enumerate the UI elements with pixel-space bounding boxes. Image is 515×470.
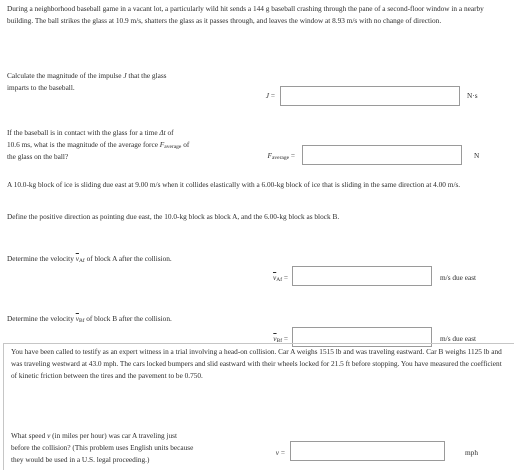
problem3-intro: You have been called to testify as an expert witness in a trial involving a head-on collision. Car A weighs 1515 lb and was traveling eastward. Car B weighs 1125 lb and was traveling westward at 43.0 mph. The cars locked bumpers and slid eastward with their wheels locked for 21.5 ft before stopping. You have measured the coefficient of kinetic friction between the tires and the pavement to be 0.750. [11,347,502,380]
velocity-a-label: $\overline{v}_{Af}$ = [272,273,288,283]
velocity-a-question: Determine the velocity $\overline{v}_{Af}$ of block A after the collision. [7,254,172,264]
impulse-unit: N·s [467,91,478,100]
speed-question: What speed v (in miles per hour) was car A traveling just before the collision? (This problem uses English units because they would be used in a U.S. legal proceeding.) [11,431,194,464]
speed-unit: mph [465,448,478,457]
velocity-a-unit: m/s due east [440,273,477,282]
velocity-b-label: $\overline{v}_{Bf}$ = [273,334,288,344]
impulse-question: Calculate the magnitude of the impulse J that the glass imparts to the baseball. [7,71,167,92]
problem2-definition: Define the positive direction as pointing due east, the 10.0-kg block as block A, and the 6.00-kg block as block B. [7,212,340,221]
speed-input[interactable] [290,441,445,461]
force-input[interactable] [302,145,462,165]
force-question: If the baseball is in contact with the glass for a time Δt of 10.6 ms, what is the magnitude of the average force $F_{average}$ of the glass on the ball? [7,128,190,161]
impulse-input[interactable] [280,86,460,106]
force-label: $F_{average}$ = [267,151,295,161]
velocity-b-question: Determine the velocity $\overline{v}_{Bf}$ of block B after the collision. [7,314,172,324]
speed-label: v = [275,448,285,457]
velocity-b-unit: m/s due east [440,334,477,343]
problem2-intro: A 10.0-kg block of ice is sliding due east at 9.00 m/s when it collides elastically with a 6.00-kg block of ice that is sliding in the same direction at 4.00 m/s. [7,180,461,189]
problem1-intro: During a neighborhood baseball game in a vacant lot, a particularly wild hit sends a 144 g baseball crashing through the pane of a second-floor window in a nearby building. The ball strikes the glass at 10.9 m/s, shatters the glass as it passes through, and leaves the window at 8.93 m/s with no change of direction. [7,4,484,25]
velocity-a-input[interactable] [292,266,432,286]
force-unit: N [474,151,480,160]
impulse-label: J = [265,91,275,100]
